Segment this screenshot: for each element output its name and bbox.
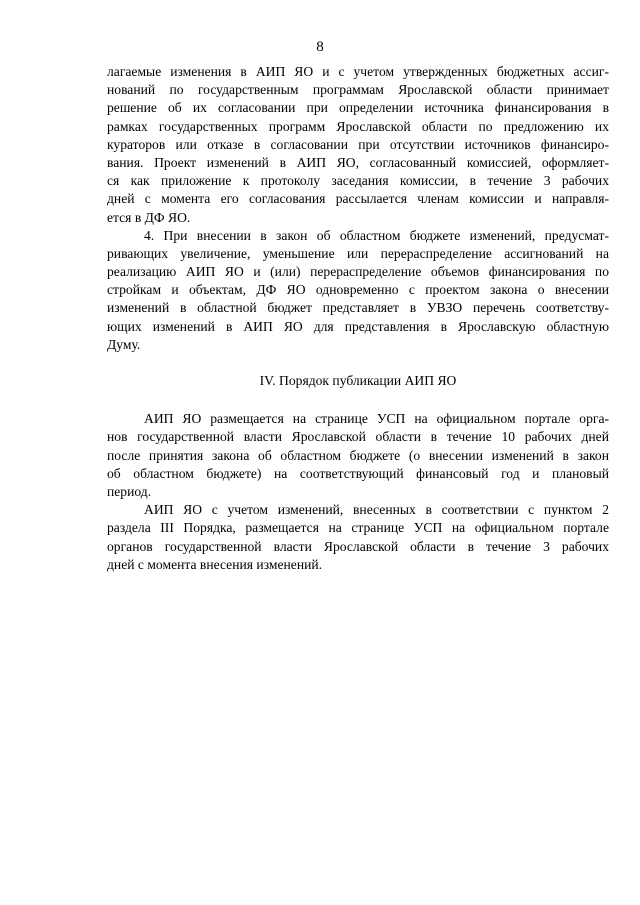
- text-line: реализацию АИП ЯО и (или) перераспределение объемов финансирования по: [107, 264, 609, 280]
- text-line: рамках государственных программ Ярославской области по предложению их: [107, 118, 609, 134]
- text-line: об областном бюджете) на соответствующий финансовый год и плановый: [107, 465, 609, 481]
- text-line: изменений в областной бюджет представляет в УВЗО перечень соответству-: [107, 300, 609, 316]
- page-number: 8: [316, 39, 324, 55]
- text-line: ся как приложение к протоколу заседания комиссии, в течение 3 рабочих: [107, 173, 609, 189]
- text-line: АИП ЯО с учетом изменений, внесенных в соответствии с пунктом 2: [144, 502, 609, 518]
- text-line: Думу.: [107, 336, 141, 352]
- text-line: после принятия закона об областном бюджете (о внесении изменений в закон: [107, 447, 609, 463]
- section-heading: IV. Порядок публикации АИП ЯО: [259, 373, 457, 388]
- paragraph-continuation: [107, 63, 609, 227]
- text-line: нований по государственным программам Ярославской области принимает: [107, 82, 609, 98]
- text-line: вания. Проект изменений в АИП ЯО, согласованный комиссией, оформляет-: [107, 154, 609, 170]
- text-line: стройкам и объектам, ДФ ЯО одновременно с проектом закона о внесении: [107, 282, 609, 298]
- paragraph-changes-publication: [107, 501, 609, 574]
- text-line: АИП ЯО размещается на странице УСП на официальном портале орга-: [144, 411, 609, 427]
- text-line: ющих изменений в АИП ЯО для представления в Ярославскую областную: [107, 318, 609, 334]
- text-line: лагаемые изменения в АИП ЯО и с учетом утвержденных бюджетных ассиг-: [107, 64, 609, 79]
- text-line: дней с момента его согласования рассылается членам комиссии и направля-: [107, 191, 609, 207]
- text-line: дней с момента внесения изменений.: [107, 556, 323, 572]
- paragraph-item-4: [107, 227, 609, 354]
- text-line: решение об их согласовании при определении источника финансирования в: [107, 100, 609, 116]
- text-line: раздела III Порядка, размещается на странице УСП на официальном портале: [107, 520, 609, 536]
- text-line: нов государственной власти Ярославской области в течение 10 рабочих дней: [107, 429, 609, 445]
- document-body: [107, 63, 609, 574]
- text-line: кураторов или отказе в согласовании при отсутствии источников финансиро-: [107, 136, 609, 152]
- text-line: ривающих увеличение, уменьшение или перераспределение ассигнований на: [107, 245, 609, 261]
- paragraph-publication: [107, 410, 609, 501]
- text-line: период.: [107, 483, 152, 499]
- text-line: органов государственной власти Ярославской области в течение 3 рабочих: [107, 538, 609, 554]
- text-line: 4. При внесении в закон об областном бюджете изменений, предусмат-: [144, 227, 609, 243]
- text-line: ется в ДФ ЯО.: [107, 209, 191, 225]
